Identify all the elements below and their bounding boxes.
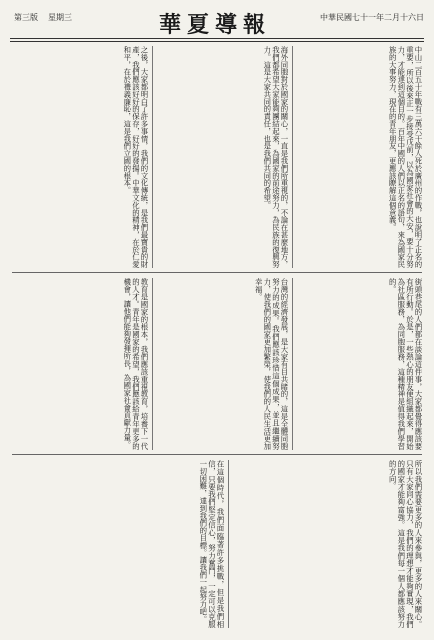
section-label: 第三版 [14,13,38,22]
article-column-8: 在這個時代，我們面臨著許多挑戰，但是我們相信，只要我們堅定信心，努力奮鬥，一定可以克服一切困難，達到我們的目標。讓我們一起努力吧。 [198,460,225,628]
issue-date: 中華民國七十一年二月十六日 [320,13,424,22]
masthead-title: 華夏導報 [158,11,271,38]
column-divider [292,46,293,268]
article-column-3: 之後，大家都明白了許多事情，我們的文化傳統，是我們最寶貴的財產，我們應該好好的保存，好好的發揚。中華文化的精神，在於仁愛和平，在於禮義廉恥，這是我們立國的根本。 [122,46,149,268]
row-divider-2 [12,454,422,455]
column-divider [152,46,153,268]
column-divider [228,460,229,628]
article-column-5: 台灣的經濟發展，是大家有目共睹的，這是全體同胞努力的成果。我們應該珍惜這個成果，並且繼續努力，使我們的國家更加繁榮，使我們的人民生活更加幸福。 [254,278,289,450]
article-column-4: 街頭巷尾的人們都在談論這件事，大家都覺得應該要有所行動。於是，一些熱心的朋友便組織起來，開始為社區服務，為同胞服務，這種精神是值得我們學習的。 [388,278,423,450]
article-column-2: 海外同胞對於國家的關心，一直是我們所重視的，不論在甚麼地方，我們都希望大家能夠團結起來，為國家的前途努力，為民族的復興努力。這是大家共同的責任，也是我們共同的希望。 [262,46,289,268]
article-column-7: 所以我們需要更多的人來參與，更多的人來關心。只有大家同心協力，我們的理想才能夠實現，我們的國家才能夠富強。這是我們每一個人都應該努力的方向。 [388,460,423,628]
column-divider [292,278,293,450]
article-column-1: 中山二百五十年戰有三萬六干餘人死於廣州的作戰，也說明了正名的重要，所以後來正一步接受戊前，以為國家社會的大安，要十分努力，才能達到這個目的。百年中國的人們以正名的語句，來為國家民族的大事努力，現在的青年朋友，更應該瞭解這個意義。 [388,46,423,268]
row-divider-1 [12,272,422,273]
page-info [14,12,134,23]
header-rule [10,38,424,39]
weekday-label: 星期三 [48,13,72,22]
column-divider [152,278,153,450]
article-column-6: 教育是國家的根本，我們應該重視教育，培養下一代的人才。青年是國家的希望，我們應該給青年更多的機會，讓他們能夠發揮所長，為國家社會貢獻力量。 [122,278,149,450]
header-rule-thin [10,41,424,42]
